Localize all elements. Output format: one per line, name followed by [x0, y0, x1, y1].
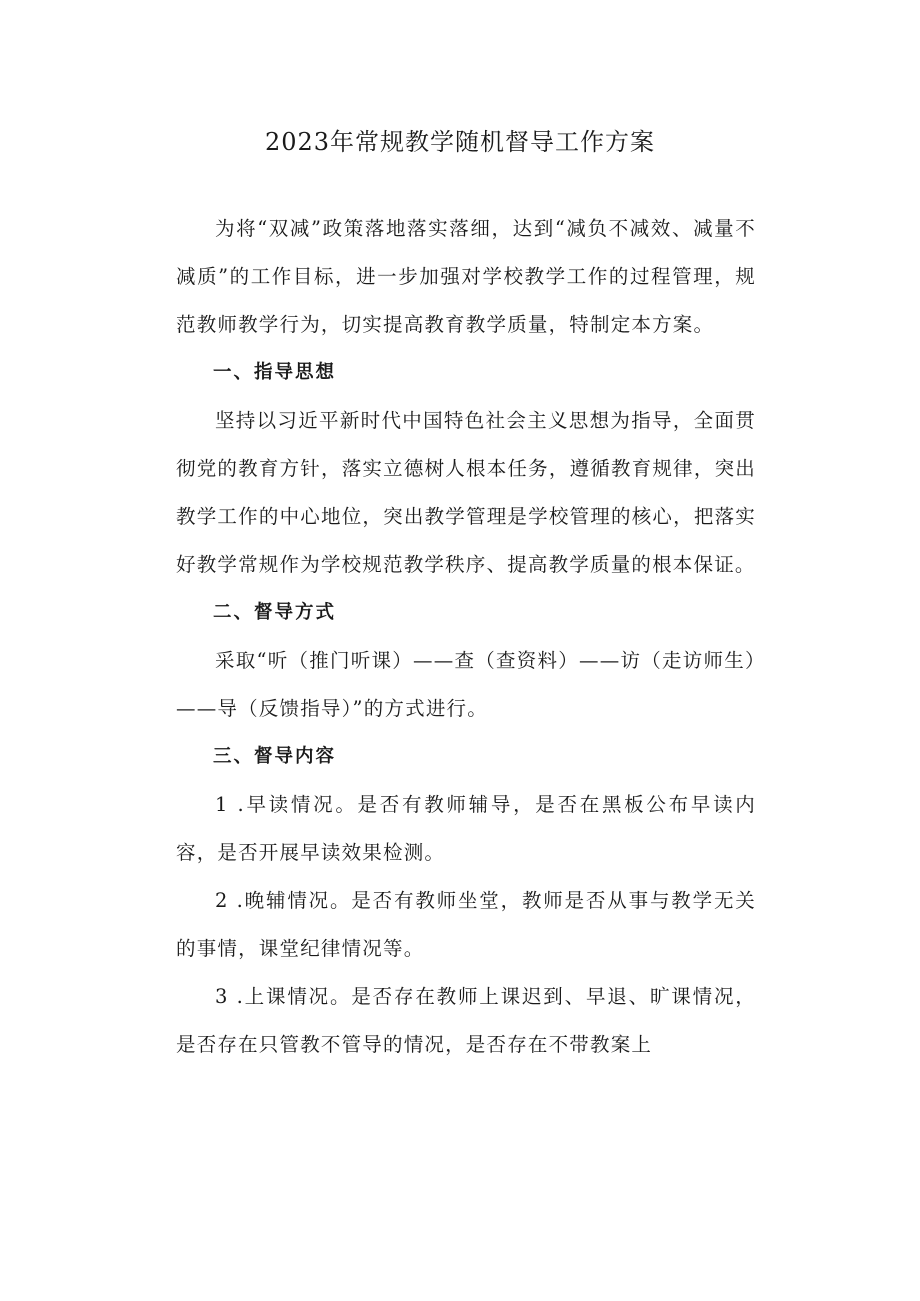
- section-heading-supervision-content: 三、督导内容: [213, 746, 337, 767]
- document-body: [176, 205, 756, 1069]
- intro-paragraph: 为将“双减”政策落地落实落细，达到“减负不减效、减量不减质”的工作目标，进一步加强对学校教学工作的过程管理，规范教师教学行为，切实提高教育教学质量，特制定本方案。: [176, 217, 756, 336]
- supervision-method-paragraph: 采取“听（推门听课）——查（查资料）——访（走访师生）——导（反馈指导）”的方式进行。: [176, 649, 756, 720]
- section-heading-supervision-method: 二、督导方式: [213, 602, 337, 623]
- section-heading-guiding-ideology: 一、指导思想: [213, 362, 337, 383]
- content-item-class-teaching: 3 .上课情况。是否存在教师上课迟到、早退、旷课情况，是否存在只管教不管导的情况，是否存在不带教案上: [176, 985, 756, 1056]
- document-title: 2023年常规教学随机督导工作方案: [264, 128, 656, 156]
- content-item-evening-tutoring: 2 .晚辅情况。是否有教师坐堂，教师是否从事与教学无关的事情，课堂纪律情况等。: [176, 889, 756, 960]
- guiding-ideology-paragraph: 坚持以习近平新时代中国特色社会主义思想为指导，全面贯彻党的教育方针，落实立德树人根本任务，遵循教育规律，突出教学工作的中心地位，突出教学管理是学校管理的核心，把落实好教学常规作为学校规范教学秩序、提高教学质量的根本保证。: [176, 409, 756, 576]
- content-item-morning-reading: 1 .早读情况。是否有教师辅导，是否在黑板公布早读内容，是否开展早读效果检测。: [176, 793, 756, 864]
